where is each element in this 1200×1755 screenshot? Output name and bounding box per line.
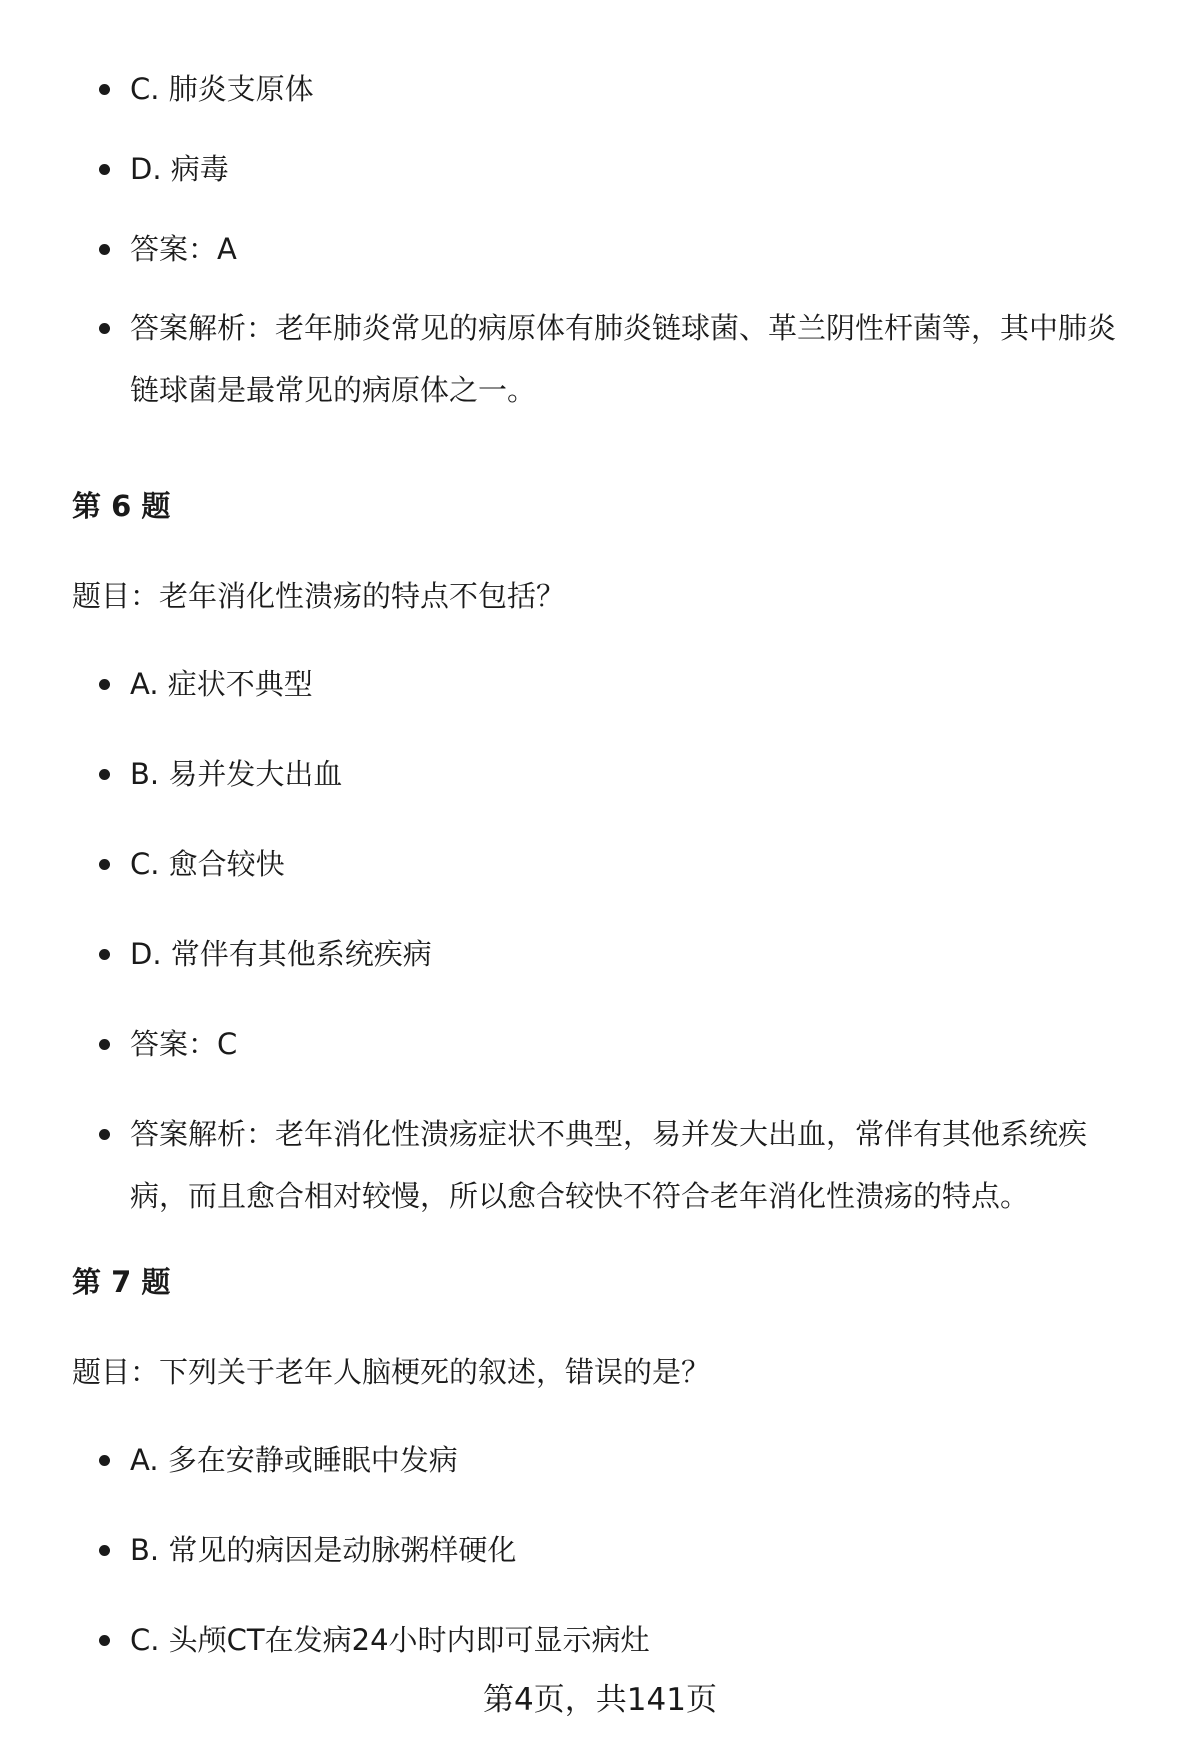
q6-option-c: C. 愈合较快 — [130, 833, 1150, 895]
q7-option-b: B. 常见的病因是动脉粥样硬化 — [130, 1519, 1150, 1581]
q7-question: 题目：下列关于老年人脑梗死的叙述，错误的是？ — [72, 1355, 711, 1389]
page-number-footer: 第4页，共141页 — [483, 1682, 717, 1718]
q6-explanation: 答案解析：老年消化性溃疡症状不典型，易并发大出血，常伴有其他系统疾病，而且愈合相对较慢，所以愈合较快不符合老年消化性溃疡的特点。 — [130, 1103, 1120, 1227]
q5-explanation: 答案解析：老年肺炎常见的病原体有肺炎链球菌、革兰阴性杆菌等，其中肺炎链球菌是最常见的病原体之一。 — [130, 297, 1140, 421]
q5-answer: 答案：A — [130, 218, 1150, 280]
q6-option-d: D. 常伴有其他系统疾病 — [130, 923, 1150, 985]
q6-heading: 第 6 题 — [72, 489, 171, 523]
q5-option-c: C. 肺炎支原体 — [130, 58, 1150, 120]
q6-question: 题目：老年消化性溃疡的特点不包括？ — [72, 579, 566, 613]
q7-heading: 第 7 题 — [72, 1265, 171, 1299]
q7-option-c: C. 头颅CT在发病24小时内即可显示病灶 — [130, 1609, 1150, 1671]
q5-option-d: D. 病毒 — [130, 138, 1150, 200]
q6-option-a: A. 症状不典型 — [130, 653, 1150, 715]
q7-option-a: A. 多在安静或睡眠中发病 — [130, 1429, 1150, 1491]
q6-answer: 答案：C — [130, 1013, 1150, 1075]
q6-option-b: B. 易并发大出血 — [130, 743, 1150, 805]
